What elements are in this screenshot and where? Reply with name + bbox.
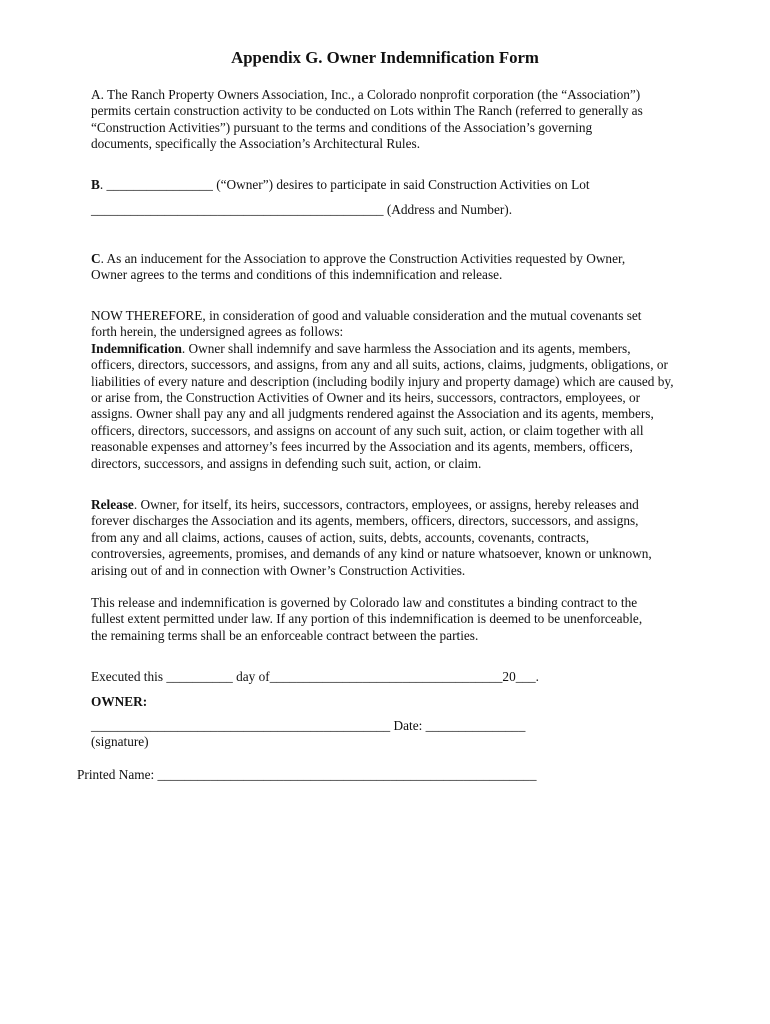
governing-line: the remaining terms shall be an enforceable contract between the parties. (91, 627, 479, 643)
release-heading: Release (91, 497, 134, 512)
indemnification-line: officers, directors, successors, and assigns, from any and all suits, actions, claims, judgments, obligations, or (91, 357, 668, 373)
printed-name-line[interactable]: Printed Name: _________________________________________________________ (77, 767, 537, 782)
release-line: arising out of and in connection with Owner’s Construction Activities. (91, 562, 466, 578)
executed-date-line[interactable] (91, 669, 691, 685)
paragraph-b-address (91, 202, 691, 218)
governing-line: fullest extent permitted under law. If any portion of this indemnification is deemed to be unenforceable, (91, 611, 643, 627)
paragraph-c (91, 251, 691, 284)
paragraph-c-line: Owner agrees to the terms and conditions of this indemnification and release. (91, 267, 503, 283)
printed-name-block (77, 767, 677, 783)
release-line (91, 497, 691, 513)
owner-name-text: . ________________ (“Owner”) desires to participate in said Construction Activities on Lot (99, 177, 590, 192)
owner-label: OWNER: (91, 694, 148, 709)
indemnification-line: assigns. Owner shall pay any and all judgments rendered against the Association and its agents, members, (91, 406, 654, 422)
indemnification-line: directors, successors, and assigns in defending such suit, action, or claim. (91, 455, 482, 471)
indemnification-line: officers, directors, successors, and assigns on account of any such suit, action, or claim together with all (91, 422, 644, 438)
indemnification-section (91, 308, 691, 472)
page-title: Appendix G. Owner Indemnification Form (231, 48, 539, 67)
release-section (91, 497, 691, 579)
now-therefore-line: forth herein, the undersigned agrees as follows: (91, 324, 344, 340)
release-line: forever discharges the Association and its agents, members, officers, directors, successors, and assigns, (91, 513, 639, 529)
indemnification-heading: Indemnification (91, 340, 182, 356)
executed-text[interactable]: Executed this __________ day of___________________________________20___. (91, 669, 539, 684)
paragraph-c-text: . As an inducement for the Association to approve the Construction Activities requested by Owner, (100, 251, 626, 266)
signature-block (91, 718, 691, 751)
paragraph-a (91, 87, 691, 153)
release-line: from any and all claims, actions, causes of action, suits, debts, accounts, covenants, contracts, (91, 529, 590, 545)
release-line: controversies, agreements, promises, and demands of any kind or nature whatsoever, known or unknown, (91, 546, 652, 562)
paragraph-a-line: A. The Ranch Property Owners Association, Inc., a Colorado nonprofit corporation (the “Association”) (91, 87, 641, 102)
paragraph-a-line: permits certain construction activity to be conducted on Lots within The Ranch (referred to generally as (91, 103, 643, 119)
indemnification-line: or arise from, the Construction Activities of Owner and its heirs, successors, contractors, employees, or (91, 390, 641, 406)
now-therefore-line: NOW THEREFORE, in consideration of good and valuable consideration and the mutual covenants set (91, 308, 642, 323)
indemnification-line: liabilities of every nature and description (including bodily injury and property damage) which are caused by, (91, 373, 674, 389)
indemnification-text: . Owner shall indemnify and save harmless the Association and its agents, members, (181, 340, 631, 356)
owner-name-line[interactable] (91, 177, 691, 193)
signature-date-line[interactable]: _____________________________________________ Date: _______________ (91, 718, 526, 733)
governing-law-section (91, 595, 691, 644)
governing-line: This release and indemnification is governed by Colorado law and constitutes a binding contract to the (91, 595, 638, 610)
paragraph-c-line (91, 251, 691, 267)
release-text: . Owner, for itself, its heirs, successors, contractors, employees, or assigns, hereby releases and (133, 497, 639, 512)
signature-caption: (signature) (91, 734, 149, 750)
paragraph-a-line: “Construction Activities”) pursuant to the terms and conditions of the Association’s governing (91, 119, 593, 135)
paragraph-b (91, 177, 691, 193)
address-field-line[interactable]: ____________________________________________ (Address and Number). (91, 202, 513, 217)
paragraph-b-letter: B (91, 177, 100, 192)
paragraph-a-line: documents, specifically the Association’s Architectural Rules. (91, 136, 421, 152)
indemnification-line (91, 341, 691, 357)
owner-label-block (91, 694, 691, 710)
indemnification-line: reasonable expenses and attorney’s fees incurred by the Association and its agents, members, officers, (91, 439, 633, 455)
paragraph-c-letter: C (91, 251, 101, 266)
